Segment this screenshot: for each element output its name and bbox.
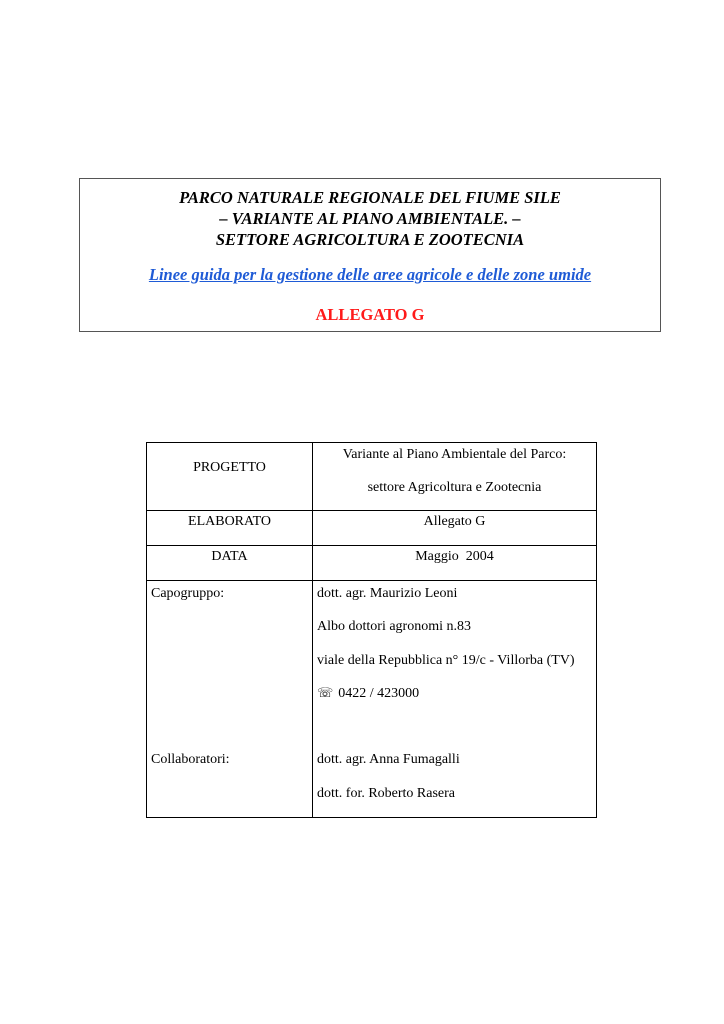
title-line-1: PARCO NATURALE REGIONALE DEL FIUME SILE [179, 188, 561, 207]
capogruppo-address: viale della Repubblica n° 19/c - Villorba (TV) [317, 653, 575, 668]
data-value-cell [313, 546, 597, 581]
progetto-label-cell [147, 443, 313, 511]
table-row-progetto [147, 443, 597, 511]
progetto-value-cell [313, 443, 597, 511]
elaborato-label-cell [147, 511, 313, 546]
collaboratore-2: dott. for. Roberto Rasera [317, 786, 456, 801]
allegato-label: ALLEGATO G [315, 305, 425, 324]
elaborato-label: ELABORATO [188, 514, 271, 529]
table-row-team [147, 581, 597, 818]
progetto-label: PROGETTO [193, 460, 266, 475]
capogruppo-name: dott. agr. Maurizio Leoni [317, 586, 458, 601]
capogruppo-label: Capogruppo: [151, 586, 225, 601]
telephone-icon: ☏ [317, 686, 334, 701]
document-title [80, 187, 660, 250]
title-box [79, 178, 661, 332]
data-label-cell [147, 546, 313, 581]
project-info-table [146, 442, 597, 818]
table-row-data [147, 546, 597, 581]
progetto-value-line-2: settore Agricoltura e Zootecnia [367, 480, 542, 495]
capogruppo-phone: 0422 / 423000 [338, 686, 420, 701]
table-row-elaborato [147, 511, 597, 546]
elaborato-value-cell [313, 511, 597, 546]
title-line-2: – VARIANTE AL PIANO AMBIENTALE. – [219, 209, 521, 228]
data-value: Maggio 2004 [415, 549, 494, 564]
team-label-cell [147, 581, 313, 818]
team-value-cell [313, 581, 597, 818]
document-subtitle-link[interactable]: Linee guida per la gestione delle aree agricole e delle zone umide [148, 265, 592, 284]
collaboratori-label: Collaboratori: [151, 752, 230, 767]
capogruppo-albo: Albo dottori agronomi n.83 [317, 619, 471, 634]
progetto-value-line-1: Variante al Piano Ambientale del Parco: [342, 447, 567, 462]
capogruppo-phone-line [317, 685, 419, 703]
elaborato-value: Allegato G [423, 514, 486, 529]
collaboratore-1: dott. agr. Anna Fumagalli [317, 752, 460, 767]
data-label: DATA [211, 549, 248, 564]
title-line-3: SETTORE AGRICOLTURA E ZOOTECNIA [215, 230, 525, 249]
